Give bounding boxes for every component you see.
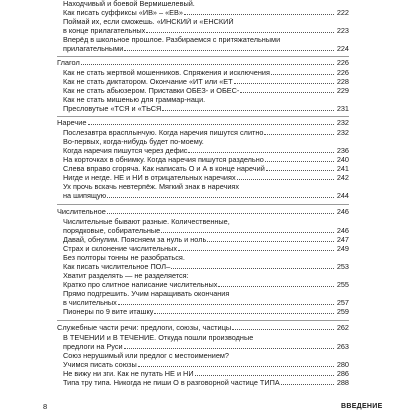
- section-divider: [57, 116, 349, 117]
- toc-section-sluzhebnye: [57, 324, 349, 332]
- entry-page: 242: [336, 174, 349, 182]
- toc-entry: [57, 69, 349, 77]
- toc-entry: [57, 183, 349, 191]
- entry-title: Как не стать жертвой мошенников. Спряжения и исключения: [63, 69, 270, 77]
- toc-section-narechie: [57, 119, 349, 127]
- entry-title: Послезавтра врасплынчую. Когда наречия пишутся слитно: [63, 129, 264, 137]
- toc-entry: [57, 156, 349, 164]
- toc-entry: [57, 272, 349, 280]
- toc-entry: [57, 352, 349, 360]
- entry-page: 224: [336, 45, 349, 53]
- section-title: Служебные части речи: предлоги, союзы, частицы: [57, 324, 232, 332]
- entry-page: 246: [336, 208, 349, 216]
- entry-page: 236: [336, 147, 349, 155]
- section-title: Глагол: [57, 59, 80, 67]
- running-title: ВВЕДЕНИЕ: [341, 403, 383, 410]
- toc-entry: [57, 343, 349, 351]
- entry-title: Во-первых, когда-нибудь будет по-моему.: [63, 138, 204, 146]
- entry-title: Пионеры по 9 вите иташку: [63, 308, 154, 316]
- entry-title: в конце прилагательных: [63, 27, 146, 35]
- entry-page: 247: [336, 236, 349, 244]
- entry-page: 240: [336, 156, 349, 164]
- toc-entry: [57, 290, 349, 298]
- entry-title: прилагательными: [63, 45, 124, 53]
- toc-entry: [57, 299, 349, 307]
- section-divider: [57, 320, 349, 321]
- section-title: Наречие: [57, 119, 87, 127]
- toc-entry: [57, 129, 349, 137]
- entry-title: Слева вправо сгоряча. Как написать О и А в конце наречий: [63, 165, 265, 173]
- toc-entry: [57, 370, 349, 378]
- toc-entry: [57, 218, 349, 226]
- entry-page: 222: [336, 9, 349, 17]
- entry-title: Пресловутые «ТСЯ и «ТЬСЯ: [63, 105, 162, 113]
- toc-entry: [57, 192, 349, 200]
- entry-title: Как не стать абьюзером. Приставки ОБЕЗ- и ОБЕС-: [63, 87, 240, 95]
- entry-page: 262: [336, 324, 349, 332]
- toc-entry: [57, 254, 349, 262]
- entry-page: 249: [336, 245, 349, 253]
- entry-title: Не вижу ни зги. Как не путать НЕ и НИ: [63, 370, 194, 378]
- toc-entry: [57, 96, 349, 104]
- entry-title: Нигде и негде. НЕ и НИ в отрицательных наречиях: [63, 174, 236, 182]
- entry-title: Вперёд в школьное прошлое. Разбираемся с притяжательными: [63, 36, 281, 44]
- toc-entry: [57, 379, 349, 387]
- page-number: 8: [43, 402, 48, 411]
- entry-title: Как не стать диктатором. Окончание «ИТ или «ЕТ: [63, 78, 233, 86]
- entry-title: Страх и склонение числительных: [63, 245, 178, 253]
- entry-page: 288: [336, 379, 349, 387]
- toc-entry: [57, 45, 349, 53]
- entry-title: порядковые, собирательные: [63, 227, 161, 235]
- entry-title: Союз нерушимый или предлог с местоимением?: [63, 352, 229, 360]
- entry-title: Как не стать мишенью для граммар-наци.: [63, 96, 206, 104]
- entry-page: 231: [336, 105, 349, 113]
- entry-page: 226: [336, 59, 349, 67]
- toc-entry: [57, 0, 349, 8]
- entry-title: В ТЕЧЕНИИ и В ТЕЧЕНИЕ. Откуда пошли производные: [63, 334, 254, 342]
- toc-entry: [57, 78, 349, 86]
- entry-page: 229: [336, 87, 349, 95]
- entry-page: 223: [336, 27, 349, 35]
- toc-entry: [57, 263, 349, 271]
- entry-page: 246: [336, 227, 349, 235]
- entry-page: 226: [336, 69, 349, 77]
- toc-entry: [57, 36, 349, 44]
- toc-entry: [57, 165, 349, 173]
- toc-entry: [57, 18, 349, 26]
- toc-entry: [57, 227, 349, 235]
- toc-entry: [57, 281, 349, 289]
- toc-section-chislitelnoe: [57, 208, 349, 216]
- entry-title: Типа тру типа. Никогда не пиши О в разговорной частице ТИПА: [63, 379, 280, 387]
- entry-page: 232: [336, 129, 349, 137]
- entry-page: 280: [336, 361, 349, 369]
- entry-page: 286: [336, 370, 349, 378]
- entry-title: Поймай их, если сможешь. «ИНСКИЙ и «ЕНСКИЙ: [63, 18, 234, 26]
- toc-entry: [57, 245, 349, 253]
- entry-page: 257: [336, 299, 349, 307]
- entry-title: Числительные бывают разные. Количественные,: [63, 218, 230, 226]
- entry-page: 241: [336, 165, 349, 173]
- entry-page: 259: [336, 308, 349, 316]
- entry-title: Как писать суффиксы «ИВ» – «ЕВ»: [63, 9, 183, 17]
- toc-entry: [57, 87, 349, 95]
- toc-entry: [57, 105, 349, 113]
- entry-page: 232: [336, 119, 349, 127]
- entry-title: Без полторы тонны не разобраться.: [63, 254, 185, 262]
- entry-title: Как писать числительное ПОЛ–: [63, 263, 171, 271]
- entry-page: 228: [336, 78, 349, 86]
- entry-title: Прямо подгрешить. Учим наращивать окончания: [63, 290, 230, 298]
- entry-title: предлоги на Руси: [63, 343, 123, 351]
- entry-title: На корточках в обнимку. Когда наречия пишутся раздельно: [63, 156, 264, 164]
- entry-page: 255: [336, 281, 349, 289]
- toc-entry: [57, 308, 349, 316]
- entry-title: Давай, обнулим. Поясняем за нуль и ноль: [63, 236, 207, 244]
- toc-entry: [57, 361, 349, 369]
- entry-page: 253: [336, 263, 349, 271]
- entry-page: 263: [336, 343, 349, 351]
- entry-title: Кратко про слитное написание числительных: [63, 281, 218, 289]
- toc-entry: [57, 147, 349, 155]
- toc-entry: [57, 174, 349, 182]
- entry-page: 244: [336, 192, 349, 200]
- entry-title: Хватит разделять — не разделяется:: [63, 272, 189, 280]
- toc-entry: [57, 334, 349, 342]
- toc-section-glagol: [57, 59, 349, 67]
- toc-entry: [57, 138, 349, 146]
- section-title: Числительное: [57, 208, 106, 216]
- entry-title: Находчивый и боевой Вермишелевый.: [63, 0, 195, 8]
- toc-entry: [57, 236, 349, 244]
- entry-title: Ух прочь вскачь невтерпёж. Мягкий знак в наречиях: [63, 183, 240, 191]
- toc-entry: [57, 9, 349, 17]
- section-divider: [57, 204, 349, 205]
- entry-title: в числительных: [63, 299, 117, 307]
- toc-entry: [57, 27, 349, 35]
- entry-title: Когда наречия пишутся через дефис: [63, 147, 188, 155]
- section-divider: [57, 56, 349, 57]
- entry-title: на шипящую: [63, 192, 107, 200]
- entry-title: Учимся писать союзы: [63, 361, 137, 369]
